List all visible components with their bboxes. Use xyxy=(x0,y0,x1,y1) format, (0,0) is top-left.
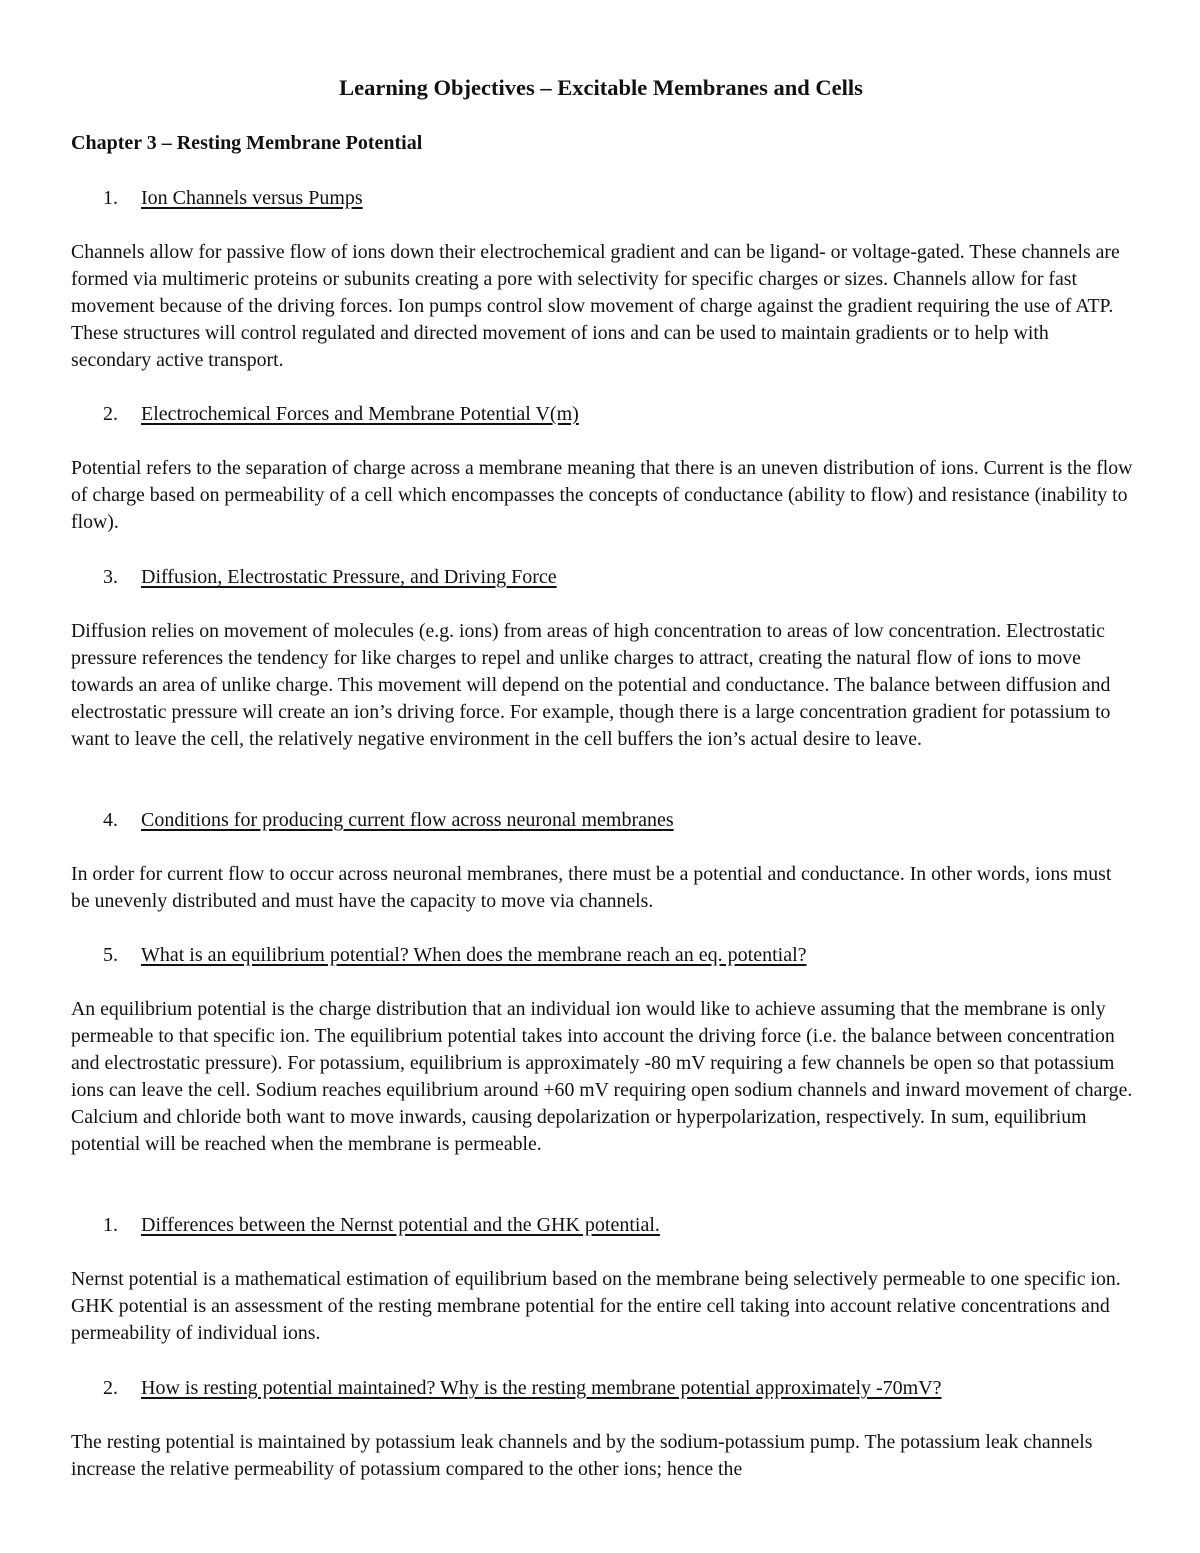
objective-body: An equilibrium potential is the charge distribution that an individual ion would like to achieve assuming that the membrane is only permeable to that specific ion. The equilibrium potential takes into account the driving force (i.e. the balance between concentration and electrostatic pressure). For potassium, equilibrium is approximately -80 mV requiring a few channels be open so that potassium ions can leave the cell. Sodium reaches equilibrium around +60 mV requiring open sodium channels and inward movement of charge. Calcium and chloride both want to move inwards, causing depolarization or hyperpolarization, respectively. In sum, equilibrium potential will be reached when the membrane is permeable. xyxy=(71,998,1133,1155)
document-title: Learning Objectives – Excitable Membranes and Cells xyxy=(339,75,863,100)
objective-title: Electrochemical Forces and Membrane Potential V(m) xyxy=(141,403,579,425)
objective-body: Nernst potential is a mathematical estimation of equilibrium based on the membrane being selectively permeable to one specific ion. GHK potential is an assessment of the resting membrane potential for the entire cell taking into account relative concentrations and permeability of individual ions. xyxy=(71,1268,1121,1344)
chapter-heading: Chapter 3 – Resting Membrane Potential xyxy=(71,132,423,154)
objective-heading xyxy=(103,807,674,834)
objective-number: 2. xyxy=(103,1377,118,1399)
objective-heading xyxy=(103,401,579,428)
objective-number: 1. xyxy=(103,1214,118,1236)
objective-heading xyxy=(103,1212,660,1239)
objective-title: Ion Channels versus Pumps xyxy=(141,187,363,209)
objective-number: 1. xyxy=(103,187,118,209)
objective-title: Differences between the Nernst potential and the GHK potential. xyxy=(141,1214,660,1236)
objective-body: Potential refers to the separation of charge across a membrane meaning that there is an uneven distribution of ions. Current is the flow of charge based on permeability of a cell which encompasses the concepts of conductance (ability to flow) and resistance (inability to flow). xyxy=(71,457,1133,533)
objective-title: How is resting potential maintained? Why is the resting membrane potential approximately -70mV? xyxy=(141,1377,942,1399)
objective-body: In order for current flow to occur across neuronal membranes, there must be a potential and conductance. In other words, ions must be unevenly distributed and must have the capacity to move via channels. xyxy=(71,863,1112,912)
objective-body: The resting potential is maintained by potassium leak channels and by the sodium-potassium pump. The potassium leak channels increase the relative permeability of potassium compared to the other ions; hence the xyxy=(71,1431,1093,1480)
objective-title: Conditions for producing current flow across neuronal membranes xyxy=(141,809,674,831)
objective-heading xyxy=(103,564,557,591)
objective-number: 5. xyxy=(103,944,118,966)
objective-title: What is an equilibrium potential? When does the membrane reach an eq. potential? xyxy=(141,944,807,966)
objective-body: Diffusion relies on movement of molecules (e.g. ions) from areas of high concentration to areas of low concentration. Electrostatic pressure references the tendency for like charges to repel and unlike charges to attract, creating the natural flow of ions to move towards an area of unlike charge. This movement will depend on the potential and conductance. The balance between diffusion and electrostatic pressure will create an ion’s driving force. For example, though there is a large concentration gradient for potassium to want to leave the cell, the relatively negative environment in the cell buffers the ion’s actual desire to leave. xyxy=(71,620,1111,750)
objective-heading xyxy=(103,942,807,969)
objective-number: 2. xyxy=(103,403,118,425)
objective-heading xyxy=(103,185,363,212)
objective-number: 4. xyxy=(103,809,118,831)
objective-heading xyxy=(103,1375,942,1402)
objective-body: Channels allow for passive flow of ions down their electrochemical gradient and can be ligand- or voltage-gated. These channels are formed via multimeric proteins or subunits creating a pore with selectivity for specific charges or sizes. Channels allow for fast movement because of the driving forces. Ion pumps control slow movement of charge against the gradient requiring the use of ATP. These structures will control regulated and directed movement of ions and can be used to maintain gradients or to help with secondary active transport. xyxy=(71,241,1120,371)
objective-number: 3. xyxy=(103,566,118,588)
objective-title: Diffusion, Electrostatic Pressure, and Driving Force xyxy=(141,566,557,588)
